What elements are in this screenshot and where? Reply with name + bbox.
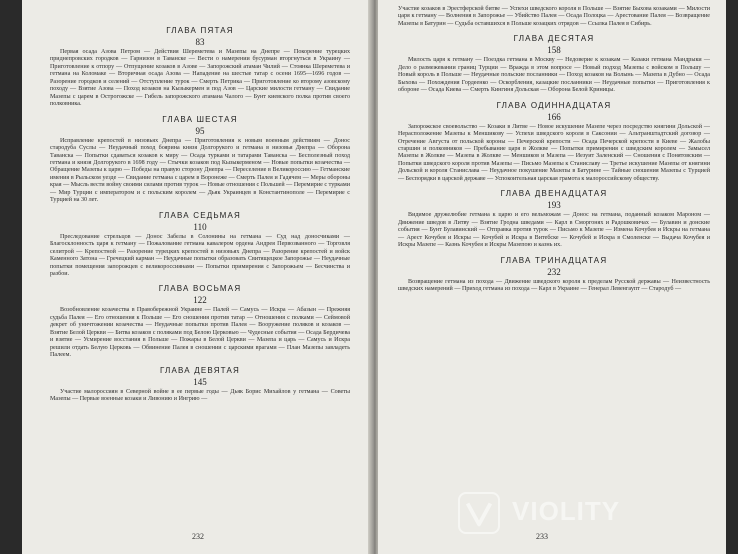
- chapter-title: ГЛАВА ДВЕНАДЦАТАЯ: [500, 189, 608, 199]
- chapter-summary: Возвращение гетмана из похода — Движение шведского короля к пределам Русской державы — Неизвестность шведских намерений — Приход гетмана из похода — Карл в Украине — Генерал Левенгаупт — Стародуб —: [398, 278, 710, 292]
- chapter-block: [50, 211, 350, 279]
- chapter-block: [50, 366, 350, 404]
- left-page: [22, 0, 372, 554]
- chapter-summary-continued: Участие козаков в Эрестферской битве — Успехи шведского короля в Польше — Взятие Быхова козаками — Милости царя к гетману — Волнения в Запорожье — Убийство Палея — Осада Полоцка — Арестование Палея — Возвращение Мазепы в Батурин — Судьба оставшихся в Польше козацких отрядов — Ссылка Палея в Сибирь.: [398, 6, 710, 27]
- chapter-block: [50, 115, 350, 205]
- chapter-block: [398, 256, 710, 294]
- chapter-title: ГЛАВА ШЕСТАЯ: [162, 114, 238, 124]
- chapter-title: ГЛАВА СЕДЬМАЯ: [158, 210, 242, 220]
- chapter-block: [398, 101, 710, 184]
- chapter-page-number: 122: [193, 295, 207, 306]
- chapter-title: ГЛАВА ТРИНАДЦАТАЯ: [500, 255, 608, 265]
- chapter-title: ГЛАВА ПЯТАЯ: [166, 26, 234, 35]
- watermark-text: VIOLITY: [512, 496, 621, 526]
- chapter-summary: Видимое дружелюбие гетмана к царю и его вельможам — Донос на гетмана, поданный козаком Мароном — Движение шведов в Литву — Взятие Гродна шведами — Карл в Сморгонях и Радошковичах — Булавин и донские события — Бунт Булавинский — Отправка против турок — Письмо к Мазепе — Измена Кочубея и Искры на гетмана — Арест Кочубея и Искры — Кочубей и Искра в Витебске — Кочубей и Искра в Смоленске — Выдача Кочубея и Искры Мазепе — Казнь Кочубея и Искры Мазепою и казнь их.: [398, 212, 710, 249]
- chapter-page-number: 95: [195, 125, 205, 136]
- chapter-page-number: 193: [547, 200, 561, 211]
- chapter-summary: Исправление крепостей в низовьях Днепра — Приготовления к новым военным действиям — Донос стародуба Суслы — Неудачный поход боярина князя Долгорукого и гетмана в низовья Днепра — Оборона Таванска — Попытки сдаваться козаков к миру — Осада турками и татарами Таванска — Бесполезный поход гетмана и князя Долгорукого в 1698 году — Стычки козаков под Кызыкерменом — Новые попытки козачества — Обращение Мазепы к царю — Победы на правую сторону Днепра — Переселение в Великороссию — Гетманские имения в Рыльском уезде — Свидание гетмана с царем в Воронеже — Смерть Палея и Гадячем — Меры обороны края — Мысль вести войну своими силами против турок — Новые отношения с Польшей — Перемирие с турками — Мир Турции с императором и с польским королем — Дьяк Украинцев в Константинополе — Перемирие с Турцией на 30 лет.: [50, 137, 350, 204]
- chapter-page-number: 166: [547, 111, 561, 122]
- chapter-summary: Участие малороссиян в Северной войне в ее первые годы — Дьяк Борис Михайлов у гетмана — Советы Мазепы — Первые военные козаки и Ливонию и Ингрию —: [50, 388, 350, 403]
- chapter-page-number: 83: [195, 37, 205, 47]
- page-folio: 232: [192, 532, 204, 541]
- chapter-block: [398, 189, 710, 249]
- chapter-title: ГЛАВА ДЕСЯТАЯ: [513, 34, 595, 44]
- chapter-title: ГЛАВА ВОСЬМАЯ: [158, 284, 242, 294]
- chapter-page-number: 145: [193, 376, 207, 387]
- page-folio: 233: [536, 532, 548, 541]
- chapter-page-number: 158: [547, 45, 561, 56]
- chapter-title: ГЛАВА ДЕВЯТАЯ: [159, 365, 241, 375]
- chapter-summary: Запорожское своевольство — Козаки в Литве — Новое искушение Мазепе через посредство княгини Дольской — Нерасположение Мазепы к Меншикову — Успехи шведского короля в Саксонии — Альтранштадтский договор — Отречение Августа от польской короны — Печерской крепости — Осада Печерской крепости в Киеве — Жалобы старшин и полковников — Пребывание царя в Жолкве — Попытки примирения с шведским королем — Замысел Мазепы в Жолкве — Мазепа в Жолкве — Меншиков и Мазепа — Иезуит Заленский — Сношения с Понятовским — Попытки шведского короля против Мазепы — Письмо Мазепы к Станиславу — Третье искушение Мазепы от княгини Дольской и короля Станислава — Неудачное покушение Мазепы в Батурине — Тайные сношения Мазепы с Турцией — Беспорядки в царской державе — Успокоительная царская грамота к малороссийскому обществу.: [398, 123, 710, 182]
- chapter-summary: Первая осада Азова Петром — Действия Шереметева и Мазепы на Днепре — Покорение турецких приднепровских городков — Гарнизон в Таванске — Вести о намерении бусурман вторгнуться в Украину — Приготовление к отпору — Отпущение козаков в Азове — Запорожский атаман Чилий — Стоянка Шереметева и гетмана на Коломаке — Вторичная осада Азова — Нападение на шестые татар с осени 1695—1696 годов — Разорение городков и селений — Отступление турок — Смерть Петрика — Приготовление ко второму азовскому походу — Взятие Азова — Поход козаков на Кызыкермен и под Азов — Царские милости гетману — Свидание Мазепы с царем в Острогожске — Гибель запорожского атамана Чалого — Бунт киевского полка против своего полковника.: [50, 49, 350, 108]
- chapter-title: ГЛАВА ОДИННАДЦАТАЯ: [496, 100, 612, 110]
- chapter-summary: Возобновление козачества в Правобережной Украине — Палей — Самусь — Искра — Абазын — Прежняя судьба Палея — Его отношения к Польше — Его сношения против татар — Отношения с полками — Сеймовой декрет об уничтожении козачества — Неудачные попытки против Палея — Вооружение поляков и козаков — Взятие Белой Церкви — Битва козаков с поляками под Белою Церковью — Чудесные события — Осада Бердичева и взятие — Усмирение восстания в Польше — Пожары в Белой Церкви — Мазепа и царь — Самусь и Искра решили отдать Белую Церковь — Обвинение Палея в сношении с царскими врагами — План Мазепы завладеть Палеем.: [50, 307, 350, 359]
- chapter-page-number: 110: [193, 221, 207, 232]
- chapter-summary: Милость царя к гетману — Поездка гетмана в Москву — Недоверие к козакам — Казаки гетмана Мандрыки — Дело о размежевании границ Турции — Вражда в этом вопросе — Новый подход Мазепы с войском в Польшу — Новый король в Польше — Неудачные польские посланники — Поход козаков на Волынь — Мазепа в Дубно — Осада Быхова — Похождения Гордеенко — Оскорбления, казацкие посланники — Неудачные попытки — Приготовления к обороне — Осада Киева — Смерть Кингиня Дольская — Оборона Белой Криницы.: [398, 57, 710, 94]
- right-page: [378, 0, 726, 554]
- chapter-page-number: 232: [547, 266, 561, 277]
- chapter-summary: Преследование стрельцов — Донос Забелы в Солонины на гетмана — Суд над доносчиками — Благосклонность царя к гетману — Пожалование гетмана кавалером ордена Андрея Первозванного — Торговля селитрой — Крепостной — Разорение турецких крепостей в низовьях Днепра — Разорение крепостей и войск Каменного Затона — Гречецкий карман — Неудачные попытки образовать Свитящецкое Запорожье — Неудачные попытки помещения запорожцев с великороссиянами — Попытки примирения с Запорожьем — Бесчинства и разбои.: [50, 233, 350, 277]
- chapter-block: [398, 34, 710, 94]
- chapter-block: [50, 26, 350, 109]
- chapter-block: [50, 284, 350, 359]
